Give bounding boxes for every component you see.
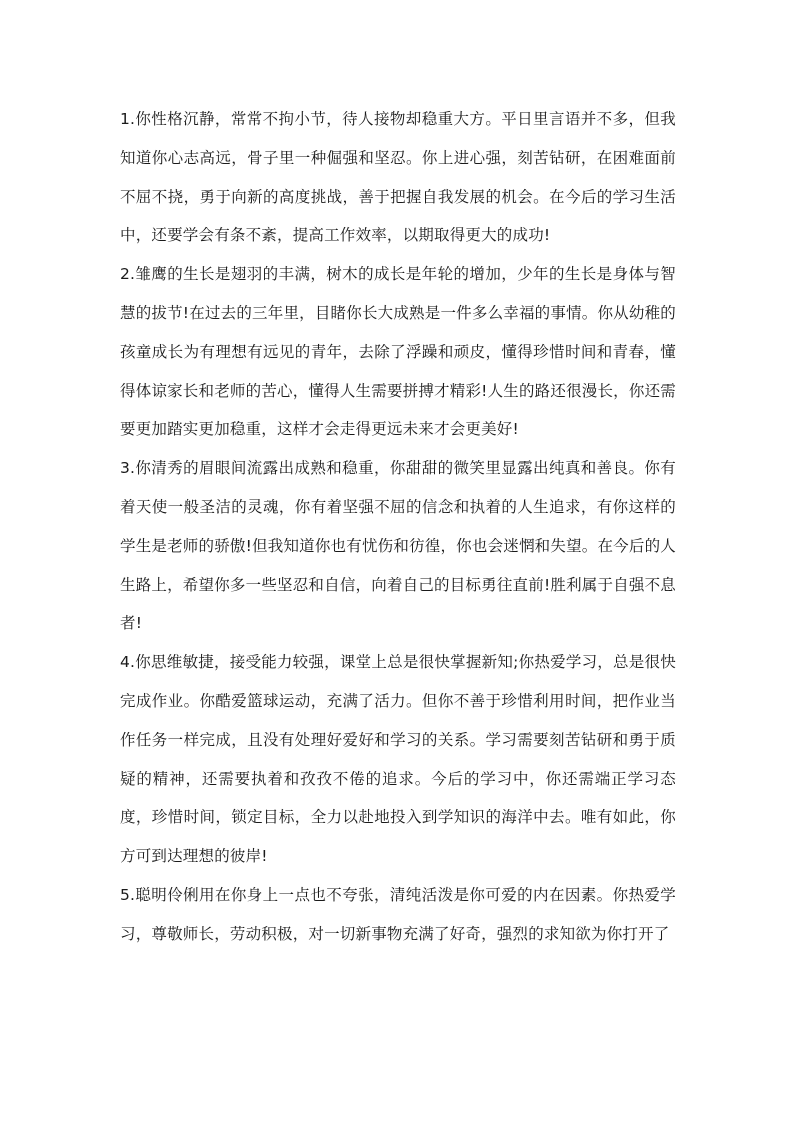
- comment-paragraph-5: 5.聪明伶俐用在你身上一点也不夸张，清纯活泼是你可爱的内在因素。你热爱学习，尊敬师长，劳动积极，对一切新事物充满了好奇，强烈的求知欲为你打开了: [120, 885, 676, 943]
- document-page: [120, 100, 676, 954]
- comment-paragraph-2: 2.雏鹰的生长是翅羽的丰满，树木的成长是年轮的增加，少年的生长是身体与智慧的拔节!在过去的三年里，目睹你长大成熟是一件多么幸福的事情。你从幼稚的孩童成长为有理想有远见的青年，去除了浮躁和顽皮，懂得珍惜时间和青春，懂得体谅家长和老师的苦心，懂得人生需要拼搏才精彩!人生的路还很漫长，你还需要更加踏实更加稳重，这样才会走得更远未来才会更美好!: [120, 265, 676, 439]
- comment-paragraph-4: 4.你思维敏捷，接受能力较强，课堂上总是很快掌握新知;你热爱学习，总是很快完成作业。你酷爱篮球运动，充满了活力。但你不善于珍惜利用时间，把作业当作任务一样完成，且没有处理好爱好和学习的关系。学习需要刻苦钻研和勇于质疑的精神，还需要执着和孜孜不倦的追求。今后的学习中，你还需端正学习态度，珍惜时间，锁定目标，全力以赴地投入到学知识的海洋中去。唯有如此，你方可到达理想的彼岸!: [120, 653, 676, 866]
- comment-paragraph-3: 3.你清秀的眉眼间流露出成熟和稳重，你甜甜的微笑里显露出纯真和善良。你有着天使一般圣洁的灵魂，你有着坚强不屈的信念和执着的人生追求，有你这样的学生是老师的骄傲!但我知道你也有忧伤和彷徨，你也会迷惘和失望。在今后的人生路上，希望你多一些坚忍和自信，向着自己的目标勇往直前!胜利属于自强不息者!: [120, 459, 676, 633]
- comment-paragraph-1: 1.你性格沉静，常常不拘小节，待人接物却稳重大方。平日里言语并不多，但我知道你心志高远，骨子里一种倔强和坚忍。你上进心强，刻苦钻研，在困难面前不屈不挠，勇于向新的高度挑战，善于把握自我发展的机会。在今后的学习生活中，还要学会有条不紊，提高工作效率，以期取得更大的成功!: [120, 110, 676, 245]
